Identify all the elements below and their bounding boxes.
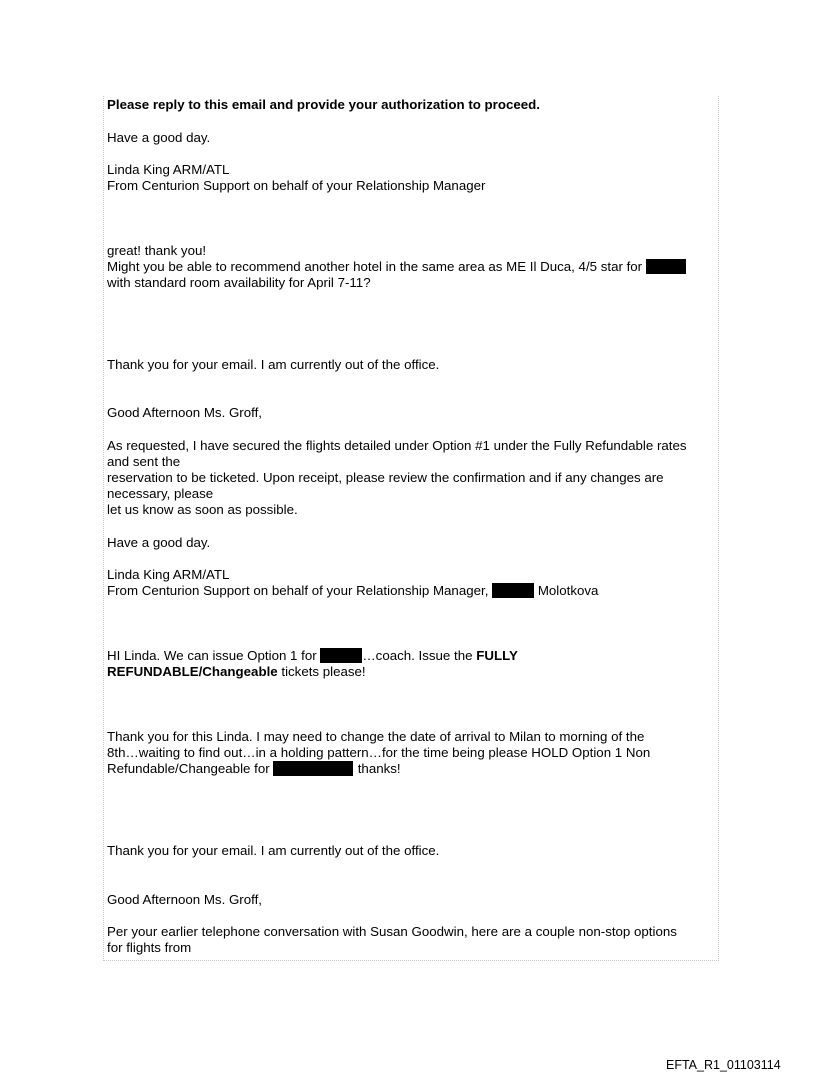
email-thread-frame <box>103 96 719 961</box>
redaction-box <box>492 583 534 598</box>
sender-name: Linda King ARM/ATL <box>107 567 230 582</box>
closing-line: Have a good day. <box>107 535 211 550</box>
issue-request-bold: FULLY <box>476 648 518 663</box>
body-line: and sent the <box>107 454 181 469</box>
hold-request-line3 <box>107 761 401 777</box>
greeting: Good Afternoon Ms. Groff, <box>107 892 262 907</box>
redaction-box <box>320 648 362 663</box>
body-line: Per your earlier telephone conversation with Susan Goodwin, here are a couple non-stop options <box>107 924 677 939</box>
auto-reply: Thank you for your email. I am currently out of the office. <box>107 843 440 858</box>
authorization-request: Please reply to this email and provide your authorization to proceed. <box>107 97 540 112</box>
reply-line: great! thank you! <box>107 243 207 258</box>
greeting: Good Afternoon Ms. Groff, <box>107 405 262 420</box>
auto-reply: Thank you for your email. I am currently out of the office. <box>107 357 440 372</box>
hold-request-line: 8th…waiting to find out…in a holding pattern…for the time being please HOLD Option 1 Non <box>107 745 651 760</box>
hold-request-prefix: Refundable/Changeable for <box>107 761 270 776</box>
body-line: reservation to be ticketed. Upon receipt, please review the confirmation and if any changes are <box>107 470 664 485</box>
sender-org: From Centurion Support on behalf of your Relationship Manager <box>107 178 486 193</box>
issue-request-line <box>107 648 518 664</box>
redaction-box <box>273 761 353 776</box>
hold-request-suffix: . thanks! <box>350 761 401 776</box>
sender-org-line <box>107 583 598 599</box>
body-line: let us know as soon as possible. <box>107 502 298 517</box>
sender-org-prefix: From Centurion Support on behalf of your Relationship Manager, <box>107 583 489 598</box>
hotel-request-line <box>107 259 686 275</box>
issue-request-rest: tickets please! <box>281 664 366 679</box>
body-line: As requested, I have secured the flights detailed under Option #1 under the Fully Refundable rates <box>107 438 687 453</box>
sender-name: Linda King ARM/ATL <box>107 162 230 177</box>
redaction-box <box>646 259 686 274</box>
bates-number: EFTA_R1_01103114 <box>666 1058 781 1072</box>
closing-line: Have a good day. <box>107 130 211 145</box>
body-line: necessary, please <box>107 486 214 501</box>
sender-org-suffix: Molotkova <box>537 583 599 598</box>
issue-request-prefix: HI Linda. We can issue Option 1 for <box>107 648 317 663</box>
body-line: for flights from <box>107 940 192 955</box>
issue-request-bold-2: REFUNDABLE/Changeable <box>107 664 278 679</box>
hold-request-line: Thank you for this Linda. I may need to change the date of arrival to Milan to morning of the <box>107 729 645 744</box>
issue-request-line2 <box>107 664 366 680</box>
issue-request-mid: …coach. Issue the <box>362 648 473 663</box>
hotel-request-dates: with standard room availability for April 7-11? <box>107 275 371 290</box>
hotel-request-text: Might you be able to recommend another hotel in the same area as ME Il Duca, 4/5 star for <box>107 259 643 274</box>
